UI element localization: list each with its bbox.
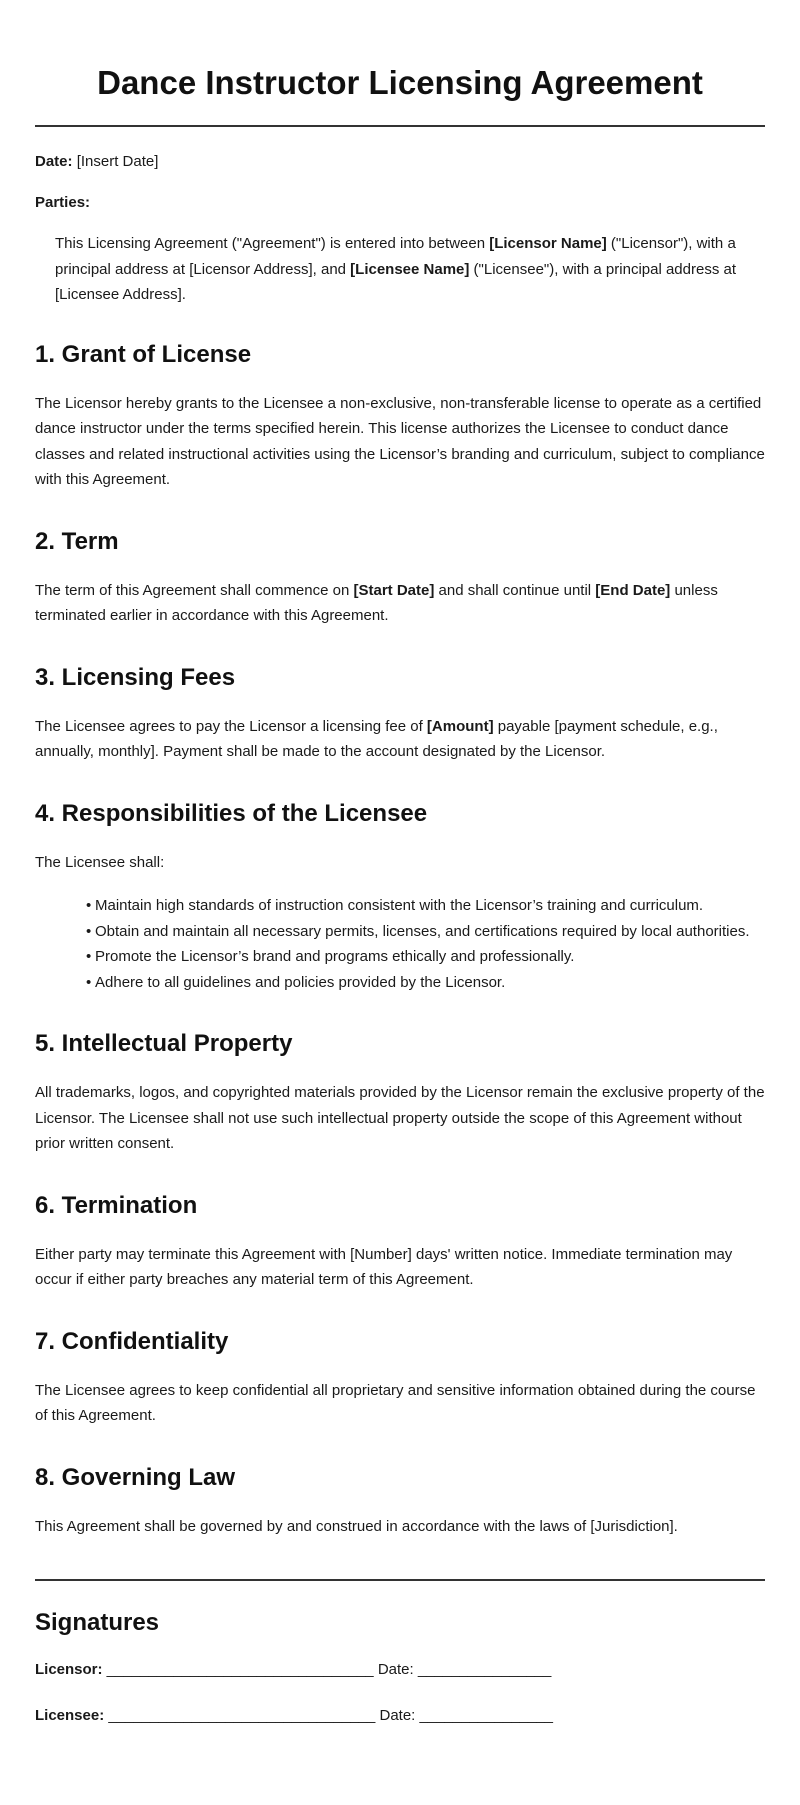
licensee-signature-label: Licensee: bbox=[35, 1707, 105, 1724]
section-text-intellectual-property: All trademarks, logos, and copyrighted materials provided by the Licensor remain the exclusive property of the Licensor. The Licensee shall not use such intellectual property outside the scope of this Agreement without prior written consent. bbox=[35, 1084, 765, 1152]
responsibilities-list bbox=[35, 893, 765, 995]
list-item: • Obtain and maintain all necessary permits, licenses, and certifications required by local authorities. bbox=[86, 919, 765, 945]
end-date: [End Date] bbox=[595, 581, 671, 599]
licensor-signature-field: ________________________________ bbox=[102, 1661, 378, 1678]
parties-text-1: This Licensing Agreement ("Agreement") is entered into between bbox=[55, 235, 490, 252]
start-date: [Start Date] bbox=[353, 581, 435, 599]
licensor-name: [Licensor Name] bbox=[489, 235, 607, 252]
date-line bbox=[35, 150, 765, 174]
term-text-2: and shall continue until bbox=[434, 581, 596, 599]
section-text-term bbox=[35, 578, 765, 629]
signatures-divider bbox=[35, 1579, 765, 1581]
section-heading-responsibilities: 4. Responsibilities of the Licensee bbox=[35, 799, 428, 827]
section-heading-grant-of-license: 1. Grant of License bbox=[35, 340, 252, 368]
licensee-name: [Licensee Name] bbox=[350, 260, 470, 278]
term-text-1: The term of this Agreement shall commence on bbox=[35, 581, 354, 599]
section-heading-intellectual-property: 5. Intellectual Property bbox=[35, 1030, 293, 1057]
licensor-signature-line bbox=[35, 1658, 765, 1682]
parties-paragraph bbox=[55, 231, 765, 308]
date-value: [Insert Date] bbox=[76, 153, 159, 170]
parties-text-2: ("Licensor"), with a principal address at [Licensor Address], and bbox=[55, 235, 736, 278]
licensor-signature-label: Licensor: bbox=[35, 1661, 103, 1678]
section-text-licensing-fees bbox=[35, 714, 765, 765]
section-text-governing-law: This Agreement shall be governed by and construed in accordance with the laws of [Jurisdiction]. bbox=[35, 1517, 678, 1535]
section-heading-term: 2. Term bbox=[35, 527, 119, 555]
signatures-heading: Signatures bbox=[35, 1609, 160, 1636]
section-heading-licensing-fees: 3. Licensing Fees bbox=[35, 663, 236, 691]
fees-text-1: The Licensee agrees to pay the Licensor a licensing fee of bbox=[35, 717, 427, 735]
licensee-signature-field: ________________________________ bbox=[104, 1707, 380, 1724]
fee-amount: [Amount] bbox=[426, 717, 494, 735]
section-heading-confidentiality: 7. Confidentiality bbox=[35, 1327, 229, 1355]
fees-text-2: payable [payment schedule, e.g., annually, monthly]. Payment shall be made to the account designated by the Licensor. bbox=[35, 717, 718, 760]
responsibilities-intro: The Licensee shall: bbox=[35, 853, 165, 871]
section-text-termination: Either party may terminate this Agreement with [Number] days' written notice. Immediate termination may occur if either party breaches any material term of this Agreement. bbox=[35, 1245, 733, 1288]
list-item: • Adhere to all guidelines and policies provided by the Licensor. bbox=[86, 970, 765, 996]
section-heading-termination: 6. Termination bbox=[35, 1191, 198, 1219]
title-divider bbox=[35, 125, 765, 127]
licensor-date-field: Date: ________________ bbox=[377, 1661, 552, 1678]
date-label: Date: bbox=[35, 153, 73, 170]
licensee-date-field: Date: ________________ bbox=[379, 1707, 553, 1724]
parties-label: Parties: bbox=[35, 194, 91, 211]
section-text-confidentiality: The Licensee agrees to keep confidential all proprietary and sensitive information obtained during the course of this Agreement. bbox=[35, 1381, 756, 1424]
section-text-grant-of-license: The Licensor hereby grants to the Licensee a non-exclusive, non-transferable license to operate as a certified dance instructor under the terms specified herein. This license authorizes the Licensee to conduct dance classes and related instructional activities using the Licensor’s branding and curriculum, subject to compliance with this Agreement. bbox=[35, 394, 765, 488]
section-heading-governing-law: 8. Governing Law bbox=[35, 1463, 236, 1491]
list-item: • Promote the Licensor’s brand and programs ethically and professionally. bbox=[86, 944, 765, 970]
document-title: Dance Instructor Licensing Agreement bbox=[97, 64, 703, 101]
parties-text-3: ("Licensee"), with a principal address at [Licensee Address]. bbox=[55, 260, 736, 303]
list-item: • Maintain high standards of instruction consistent with the Licensor’s training and curriculum. bbox=[86, 893, 765, 919]
term-text-3: unless terminated earlier in accordance with this Agreement. bbox=[35, 581, 718, 624]
licensee-signature-line bbox=[35, 1704, 765, 1728]
